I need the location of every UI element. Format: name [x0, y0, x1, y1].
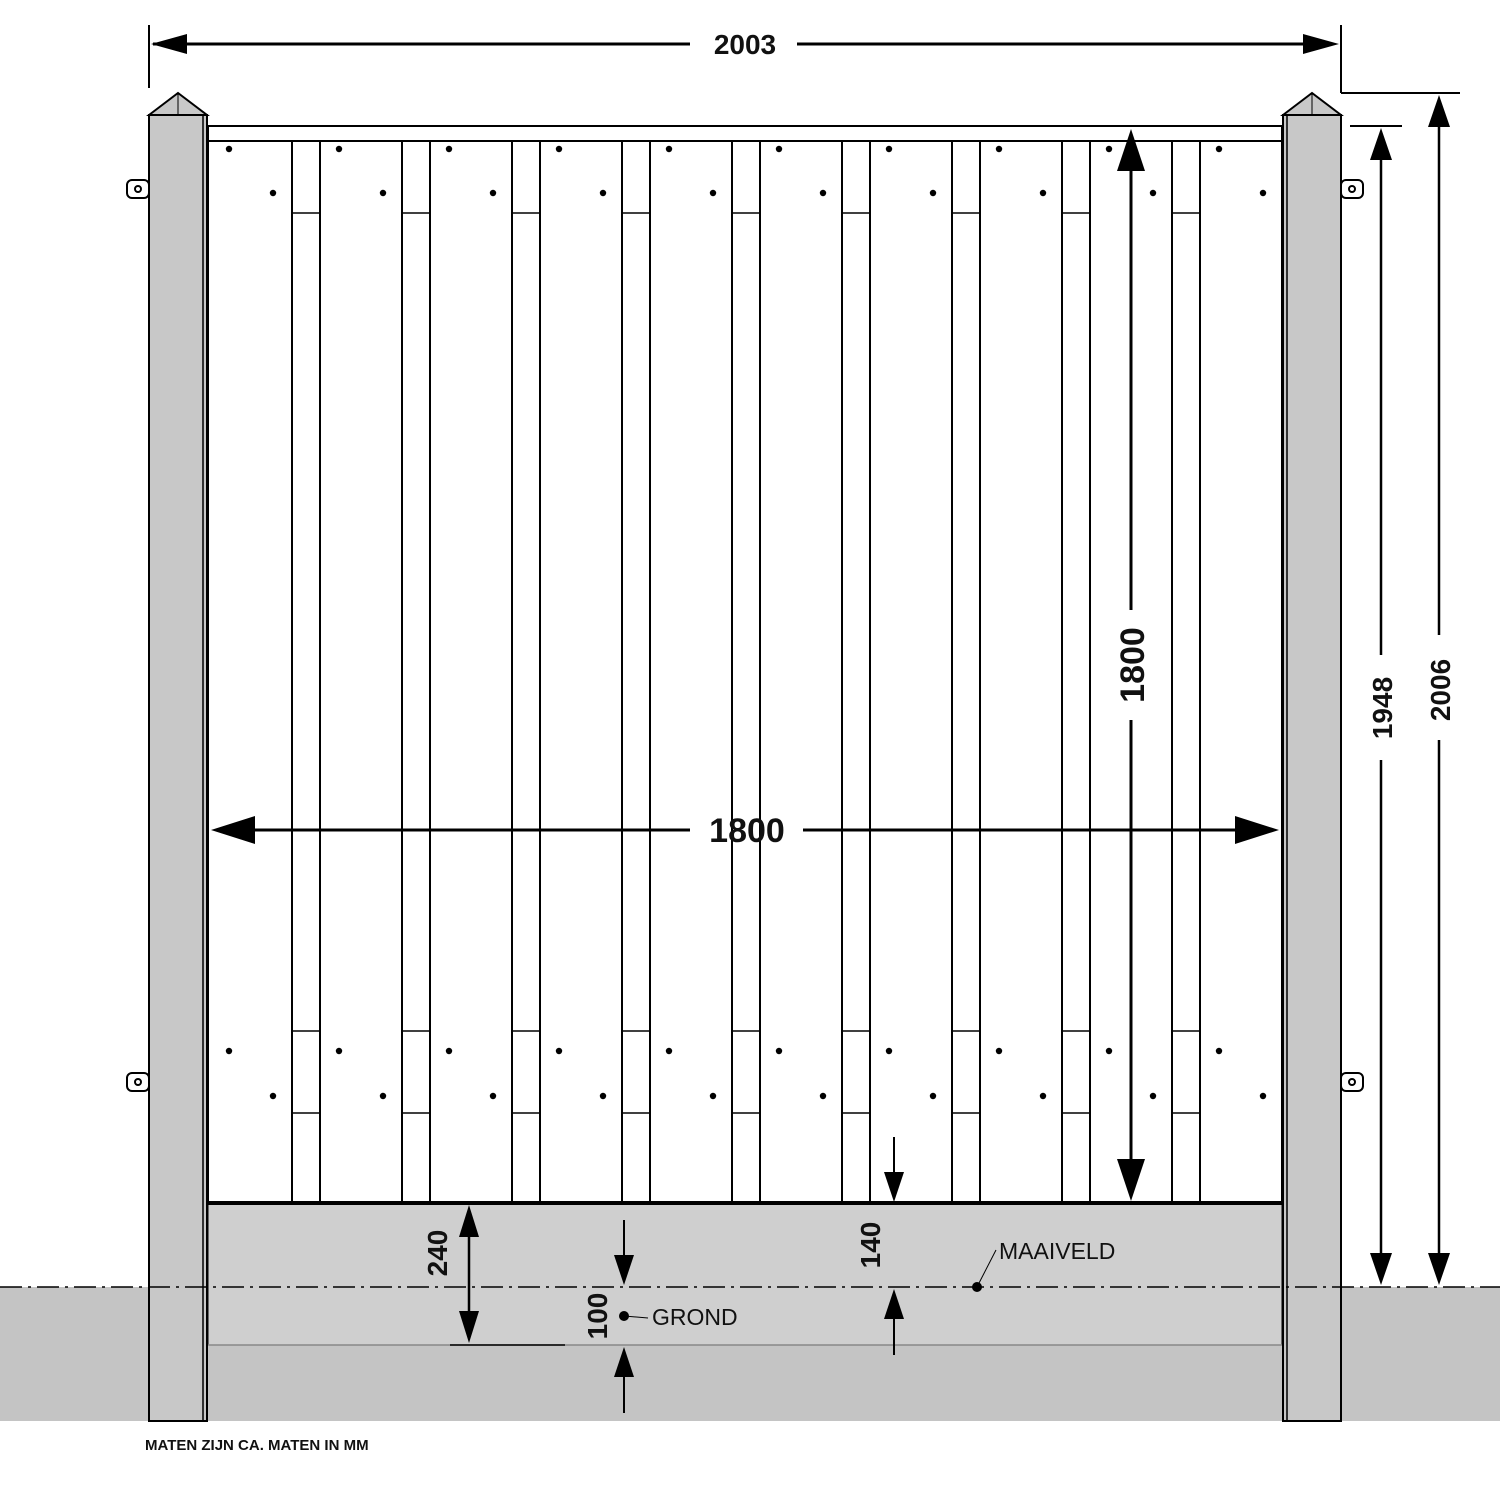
nail — [380, 1093, 386, 1099]
dimension-overall-width — [149, 25, 1460, 93]
nail — [1106, 146, 1112, 152]
nail — [556, 1048, 562, 1054]
nail — [710, 1093, 716, 1099]
panel-height-label: 1800 — [1114, 627, 1152, 703]
nail — [1260, 1093, 1266, 1099]
height-1948-label: 1948 — [1367, 676, 1398, 740]
nail — [556, 146, 562, 152]
height-2006-label: 2006 — [1425, 658, 1456, 722]
nail — [776, 1048, 782, 1054]
nail — [930, 1093, 936, 1099]
footnote: MATEN ZIJN CA. MATEN IN MM — [145, 1437, 369, 1454]
nail — [996, 146, 1002, 152]
nail — [820, 190, 826, 196]
plinth — [208, 1203, 1282, 1345]
ground-label: GROND — [652, 1304, 738, 1330]
nail — [490, 1093, 496, 1099]
overall-width-label: 2003 — [713, 29, 777, 60]
nail — [710, 190, 716, 196]
nail — [336, 146, 342, 152]
nail — [666, 146, 672, 152]
nail — [226, 1048, 232, 1054]
nail — [820, 1093, 826, 1099]
nail — [1150, 1093, 1156, 1099]
nail — [270, 190, 276, 196]
nail — [1216, 146, 1222, 152]
ground-level-label: MAAIVELD — [999, 1238, 1116, 1264]
panel-width-label: 1800 — [709, 812, 785, 850]
left-post — [149, 93, 207, 1421]
nail — [600, 1093, 606, 1099]
nail — [380, 190, 386, 196]
dimension-height-2006 — [1425, 95, 1456, 1285]
nail — [666, 1048, 672, 1054]
plinth-below-ground-label: 100 — [582, 1292, 613, 1340]
nail — [1150, 190, 1156, 196]
plinth-height-label: 240 — [422, 1229, 453, 1277]
nail — [886, 1048, 892, 1054]
dimension-height-1948 — [1350, 126, 1402, 1285]
right-post — [1283, 93, 1341, 1421]
nail — [996, 1048, 1002, 1054]
plinth-above-ground-label: 140 — [855, 1221, 886, 1269]
nail — [1260, 190, 1266, 196]
nail — [1216, 1048, 1222, 1054]
nail — [1040, 1093, 1046, 1099]
nail — [226, 146, 232, 152]
nail — [1040, 190, 1046, 196]
nail — [270, 1093, 276, 1099]
nail — [776, 146, 782, 152]
nail — [600, 190, 606, 196]
nail — [336, 1048, 342, 1054]
nail — [1106, 1048, 1112, 1054]
nail — [930, 190, 936, 196]
nail — [886, 146, 892, 152]
nail — [446, 1048, 452, 1054]
nail — [446, 146, 452, 152]
nail — [490, 190, 496, 196]
